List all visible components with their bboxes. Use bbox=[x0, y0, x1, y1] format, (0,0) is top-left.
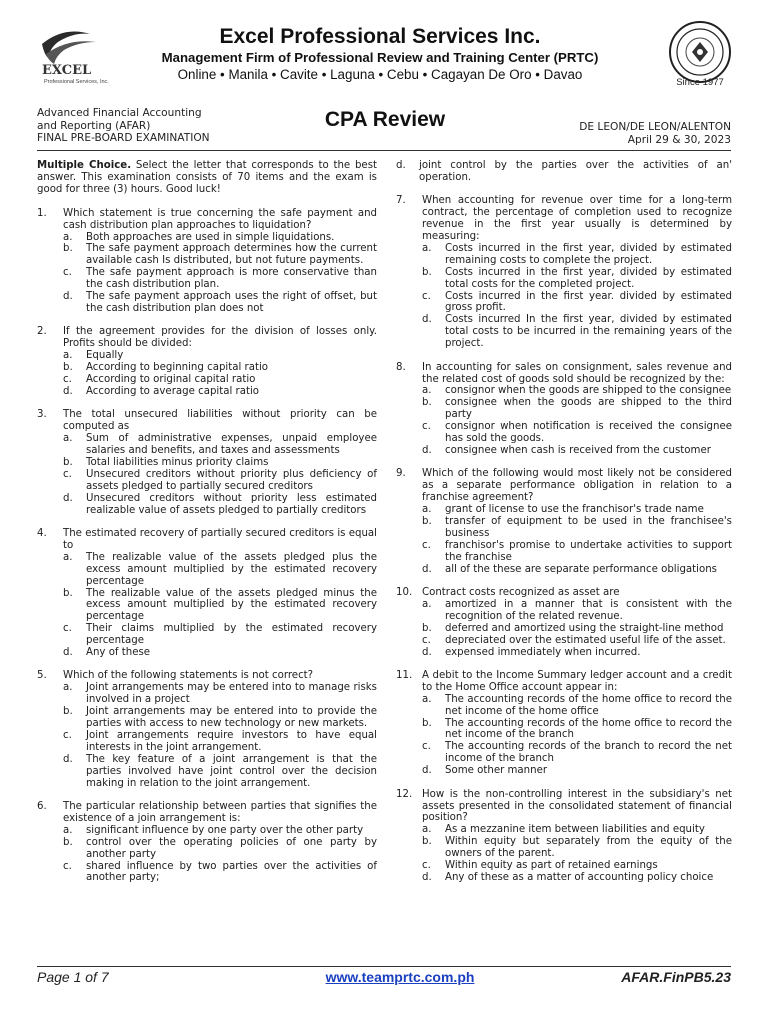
option-text: Sum of administrative expenses, unpaid employee salaries and benefits, and taxes and assessments bbox=[86, 433, 377, 457]
question-number: 4. bbox=[37, 527, 47, 539]
question-option bbox=[422, 291, 732, 315]
question-option bbox=[422, 599, 732, 623]
option-text: depreciated over the estimated useful life of the asset. bbox=[445, 634, 726, 646]
question-option bbox=[422, 765, 732, 777]
subject-block bbox=[37, 107, 210, 145]
option-text: Equally bbox=[86, 350, 124, 362]
company-name: Excel Professional Services Inc. bbox=[219, 25, 541, 48]
option-text: significant influence by one party over the other party bbox=[86, 824, 364, 836]
option-letter: d. bbox=[422, 646, 432, 658]
since-year: Since 1977 bbox=[676, 77, 724, 88]
option-letter: b. bbox=[422, 266, 432, 278]
option-text: Joint arrangements require investors to have equal interests in the joint arrangement. bbox=[86, 729, 377, 753]
question-option bbox=[422, 516, 732, 540]
question-stem: When accounting for revenue over time for a long-term contract, the percentage of completion used to recognize revenue in the first year usually is determined by measuring: bbox=[422, 195, 732, 243]
question-option bbox=[422, 694, 732, 718]
option-letter: b. bbox=[63, 587, 73, 599]
option-letter: c. bbox=[422, 741, 431, 753]
question-option bbox=[63, 552, 377, 588]
question-option bbox=[63, 754, 377, 790]
option-text: Both approaches are used in simple liquidations. bbox=[86, 231, 335, 243]
question-list-right bbox=[396, 195, 732, 884]
option-text: Joint arrangements may be entered into to provide the parties with access to new technology or new markets. bbox=[86, 706, 377, 730]
question-stem: Contract costs recognized as asset are bbox=[422, 587, 620, 598]
option-letter: c. bbox=[63, 374, 72, 385]
option-letter: a. bbox=[63, 682, 73, 694]
option-text: The key feature of a joint arrangement is that the parties involved have joint control over the decision making in relation to the joint arrangement. bbox=[86, 753, 377, 789]
footer-rule bbox=[37, 966, 731, 967]
branch-locations: Online • Manila • Cavite • Laguna • Cebu • Cagayan De Oro • Davao bbox=[177, 67, 583, 82]
option-text: amortized in a manner that is consistent with the recognition of the related revenue. bbox=[445, 598, 732, 622]
question-option bbox=[63, 837, 377, 861]
option-text: The realizable value of the assets pledged minus the excess amount multiplied by the estimated recovery percentage bbox=[86, 587, 377, 623]
option-text: Within equity as part of retained earnings bbox=[445, 860, 658, 872]
question-option bbox=[63, 362, 377, 374]
page-footer bbox=[0, 969, 768, 989]
question-option bbox=[422, 267, 732, 291]
question-option bbox=[422, 540, 732, 564]
question-option bbox=[63, 730, 377, 754]
option-text: transfer of equipment to be used in the franchisee's business bbox=[445, 515, 732, 539]
option-letter: a. bbox=[422, 385, 432, 397]
question-number: 10. bbox=[396, 587, 413, 598]
question-option bbox=[422, 243, 732, 267]
option-letter: c. bbox=[63, 729, 72, 741]
excel-logo-icon bbox=[34, 24, 116, 86]
question-option bbox=[63, 386, 377, 398]
right-column bbox=[396, 160, 732, 895]
question-option bbox=[63, 493, 377, 517]
option-letter: c. bbox=[63, 623, 72, 635]
question-option bbox=[63, 825, 377, 837]
option-letter: a. bbox=[422, 693, 432, 705]
question-stem: If the agreement provides for the division of losses only. Profits should be divided: bbox=[63, 326, 377, 350]
option-text: control over the operating policies of one party by another party bbox=[86, 836, 377, 860]
option-letter: a. bbox=[422, 598, 432, 610]
option-letter: c. bbox=[422, 860, 431, 872]
question-item bbox=[396, 468, 732, 575]
question-number: 1. bbox=[37, 207, 47, 219]
question-number: 6. bbox=[37, 801, 47, 812]
option-letter: a. bbox=[63, 433, 73, 445]
option-text: Total liabilities minus priority claims bbox=[86, 456, 269, 468]
question-option bbox=[63, 232, 377, 244]
option-text: Any of these as a matter of accounting policy choice bbox=[445, 871, 714, 883]
exam-authors: DE LEON/DE LEON/ALENTON bbox=[579, 121, 731, 133]
question-option bbox=[63, 706, 377, 730]
question-item bbox=[37, 670, 377, 789]
left-column bbox=[37, 160, 377, 896]
question-option bbox=[63, 861, 377, 885]
option-letter: d. bbox=[396, 160, 406, 171]
website-link[interactable]: www.teamprtc.com.ph bbox=[325, 969, 475, 985]
option-letter: a. bbox=[63, 551, 73, 563]
question-option bbox=[422, 397, 732, 421]
option-letter: d. bbox=[63, 291, 73, 303]
option-text: Joint arrangements may be entered into to manage risks involved in a project bbox=[86, 682, 377, 706]
option-text: As a mezzanine item between liabilities and equity bbox=[445, 824, 705, 836]
question-option bbox=[422, 564, 732, 576]
instructions bbox=[37, 160, 377, 196]
question-option bbox=[63, 243, 377, 267]
option-text: Within equity but separately from the equity of the owners of the parent. bbox=[445, 836, 732, 860]
question-item bbox=[396, 789, 732, 884]
question-item bbox=[37, 208, 377, 315]
question-option bbox=[63, 623, 377, 647]
option-text: Costs incurred In the first year, divided by estimated total costs to be incurred in the remaining years of the project. bbox=[445, 314, 732, 350]
option-text: consignor when notification is received the consignee has sold the goods. bbox=[445, 421, 732, 445]
option-letter: d. bbox=[422, 871, 432, 883]
question-item bbox=[37, 326, 377, 397]
question-option bbox=[422, 421, 732, 445]
option-letter: a. bbox=[63, 824, 73, 836]
question-stem: In accounting for sales on consignment, sales revenue and the related cost of goods sold should be recognized by the: bbox=[422, 361, 732, 385]
option-text: all of the these are separate performance obligations bbox=[445, 563, 717, 575]
option-letter: a. bbox=[422, 242, 432, 254]
option-letter: b. bbox=[422, 622, 432, 634]
option-text: The safe payment approach determines how the current available cash Is distributed, but not future payments. bbox=[86, 243, 377, 267]
option-text: shared influence by two parties over the activities of another party; bbox=[86, 860, 377, 884]
option-text: deferred and amortized using the straight-line method bbox=[445, 622, 724, 634]
question-option bbox=[396, 160, 732, 184]
instructions-lead: Multiple Choice. bbox=[37, 160, 132, 171]
option-text: franchisor's promise to undertake activities to support the franchise bbox=[445, 539, 732, 563]
question-option bbox=[422, 504, 732, 516]
company-tagline: Management Firm of Professional Review and Training Center (PRTC) bbox=[161, 50, 599, 65]
option-text: joint control by the parties over the activities of an' operation. bbox=[419, 160, 732, 183]
question-stem: Which of the following would most likely not be considered as a separate performance obligation in relation to a franchise agreement? bbox=[422, 468, 732, 504]
subject-line-2: and Reporting (AFAR) bbox=[37, 119, 151, 132]
question-option bbox=[422, 872, 732, 884]
option-text: Some other manner bbox=[445, 765, 548, 777]
option-letter: c. bbox=[422, 539, 431, 551]
question-item bbox=[37, 801, 377, 884]
option-letter: b. bbox=[422, 515, 432, 527]
question-option bbox=[422, 860, 732, 872]
question-option bbox=[63, 682, 377, 706]
option-letter: a. bbox=[422, 504, 432, 516]
question-option bbox=[422, 623, 732, 635]
option-letter: b. bbox=[422, 836, 432, 848]
question-list-left bbox=[37, 208, 377, 885]
option-letter: b. bbox=[63, 706, 73, 718]
subject-line-1: Advanced Financial Accounting bbox=[37, 107, 202, 119]
question-option bbox=[422, 824, 732, 836]
question-option bbox=[63, 469, 377, 493]
question-option bbox=[422, 718, 732, 742]
question-item bbox=[396, 195, 732, 350]
option-letter: c. bbox=[63, 860, 72, 872]
option-letter: b. bbox=[63, 362, 73, 374]
question-stem: A debit to the Income Summary ledger account and a credit to the Home Office account appear in: bbox=[422, 669, 732, 693]
question-item bbox=[396, 362, 732, 457]
option-letter: d. bbox=[422, 765, 432, 777]
question-number: 9. bbox=[396, 468, 406, 480]
option-text: consignor when the goods are shipped to the consignee bbox=[445, 385, 732, 397]
option-letter: b. bbox=[63, 243, 73, 255]
question-stem: Which of the following statements is not correct? bbox=[63, 670, 314, 682]
question-option bbox=[63, 647, 377, 659]
question-option bbox=[63, 267, 377, 291]
option-letter: d. bbox=[422, 444, 432, 456]
question-item bbox=[37, 528, 377, 659]
option-text: The realizable value of the assets pledged plus the excess amount multiplied by the estimated recovery percentage bbox=[86, 551, 377, 587]
option-text: expensed immediately when incurred. bbox=[445, 646, 641, 658]
option-letter: b. bbox=[63, 836, 73, 848]
question-option bbox=[63, 433, 377, 457]
question-option bbox=[63, 588, 377, 624]
question-stem: The total unsecured liabilities without priority can be computed as bbox=[63, 409, 377, 433]
option-letter: d. bbox=[63, 753, 73, 765]
page-header bbox=[0, 0, 768, 96]
exam-info-bar bbox=[0, 107, 768, 152]
question-stem: The particular relationship between parties that signifies the existence of a join arrangement is: bbox=[63, 801, 377, 824]
question-item bbox=[37, 409, 377, 516]
exam-name: FINAL PRE-BOARD EXAMINATION bbox=[37, 132, 210, 145]
header-rule bbox=[37, 150, 731, 151]
question-option bbox=[422, 741, 732, 765]
question-stem: How is the non-controlling interest in the subsidiary's net assets presented in the consolidated statement of financial position? bbox=[422, 788, 732, 824]
question-item bbox=[396, 670, 732, 777]
question-option bbox=[422, 385, 732, 397]
question-option bbox=[422, 635, 732, 647]
question-number: 12. bbox=[396, 788, 413, 800]
option-letter: c. bbox=[63, 468, 72, 480]
option-letter: a. bbox=[63, 350, 73, 362]
option-text: According to original capital ratio bbox=[86, 374, 256, 385]
option-letter: b. bbox=[422, 397, 432, 409]
option-letter: d. bbox=[63, 492, 73, 504]
question-number: 5. bbox=[37, 670, 47, 682]
option-letter: c. bbox=[422, 634, 431, 646]
option-text: The accounting records of the home office to record the net income of the branch bbox=[445, 717, 732, 741]
question-item bbox=[396, 587, 732, 658]
option-text: Their claims multiplied by the estimated recovery percentage bbox=[86, 623, 377, 647]
question-stem: The estimated recovery of partially secured creditors is equal to bbox=[63, 527, 377, 551]
option-letter: d. bbox=[63, 647, 73, 659]
option-text: Unsecured creditors without priority plus deficiency of assets pledged to partially secured creditors bbox=[86, 468, 377, 492]
svg-text:Professional Services, Inc.: Professional Services, Inc. bbox=[44, 79, 109, 85]
question-option bbox=[422, 647, 732, 659]
option-text: The accounting records of the branch to record the net income of the branch bbox=[445, 741, 732, 765]
question-number: 11. bbox=[396, 669, 413, 681]
question-option bbox=[63, 291, 377, 315]
option-letter: d. bbox=[422, 563, 432, 575]
exam-date: April 29 & 30, 2023 bbox=[627, 133, 731, 146]
question-option bbox=[63, 350, 377, 362]
page-number: Page 1 of 7 bbox=[37, 969, 109, 985]
option-text: Costs incurred in the first year. divided by estimated gross profit. bbox=[445, 290, 732, 314]
option-letter: a. bbox=[63, 231, 73, 243]
question-option bbox=[63, 374, 377, 386]
question-number: 3. bbox=[37, 409, 47, 421]
question-option bbox=[63, 457, 377, 469]
option-letter: b. bbox=[422, 717, 432, 729]
question-option bbox=[422, 445, 732, 457]
question-stem: Which statement is true concerning the safe payment and cash distribution plan approaches to liquidation? bbox=[63, 207, 377, 231]
option-text: Any of these bbox=[86, 647, 151, 659]
option-letter: d. bbox=[63, 385, 73, 397]
document-code: AFAR.FinPB5.23 bbox=[621, 969, 731, 985]
instructions-text: Select the letter that corresponds to the best answer. This examination consists of 70 items and the exam is good for three (3) hours. Good luck! bbox=[37, 160, 377, 195]
question-option bbox=[422, 836, 732, 860]
option-text: Costs incurred in the first year, divided by estimated remaining costs to complete the project. bbox=[445, 242, 732, 266]
option-letter: a. bbox=[422, 824, 432, 836]
question-number: 2. bbox=[37, 326, 47, 338]
option-letter: c. bbox=[63, 267, 72, 279]
option-text: Unsecured creditors without priority less estimated realizable value of assets pledged to partially creditors bbox=[86, 492, 377, 516]
option-text: The safe payment approach is more conservative than the cash distribution plan. bbox=[86, 267, 377, 291]
question-number: 8. bbox=[396, 361, 406, 373]
svg-text:EXCEL: EXCEL bbox=[42, 63, 92, 78]
option-text: consignee when the goods are shipped to the third party bbox=[445, 397, 732, 421]
option-letter: b. bbox=[63, 456, 73, 468]
option-text: The safe payment approach uses the right of offset, but the cash distribution plan does not bbox=[86, 291, 377, 314]
review-title: CPA Review bbox=[324, 108, 446, 131]
option-letter: d. bbox=[422, 314, 432, 326]
option-text: consignee when cash is received from the customer bbox=[445, 444, 711, 456]
option-text: Costs incurred in the first year, divided by estimated total costs for the completed project. bbox=[445, 266, 732, 290]
option-text: According to beginning capital ratio bbox=[86, 362, 269, 374]
option-letter: c. bbox=[422, 421, 431, 433]
option-text: grant of license to use the franchisor's trade name bbox=[445, 504, 704, 516]
author-date-block bbox=[579, 121, 731, 146]
question-number: 7. bbox=[396, 195, 406, 207]
option-text: According to average capital ratio bbox=[86, 385, 260, 397]
option-text: The accounting records of the home office to record the net income of the home office bbox=[445, 693, 732, 717]
option-letter: c. bbox=[422, 290, 431, 302]
question-option bbox=[422, 314, 732, 350]
